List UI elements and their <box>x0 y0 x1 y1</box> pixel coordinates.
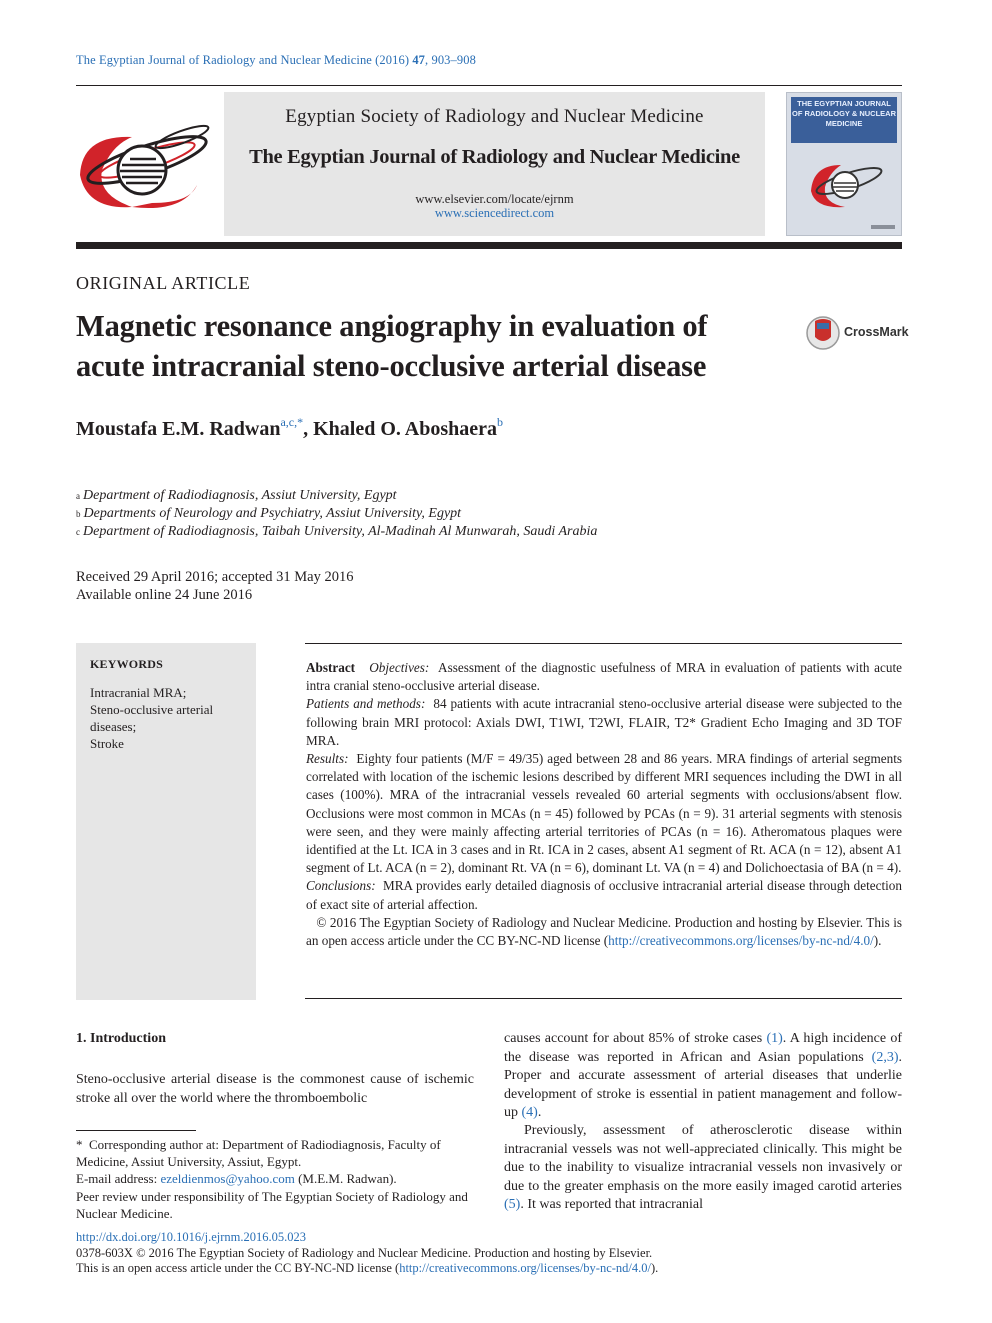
keyword-item: Steno-occlusive arterial <box>90 702 214 717</box>
keyword-item: Intracranial MRA; <box>90 685 187 700</box>
crossmark-icon <box>806 315 840 351</box>
affiliation-c <box>76 523 597 541</box>
conclusions-text: MRA provides early detailed diagnosis of occlusive intracranial arterial disease through detection of exact site of arterial affection. <box>306 878 902 912</box>
intro-text: causes account for about 85% of stroke cases <box>504 1031 767 1046</box>
conclusions-label: Conclusions: <box>306 878 376 894</box>
abstract-copyright <box>306 914 902 950</box>
affiliation-b-sup: b <box>76 509 81 519</box>
affiliation-b-text: Departments of Neurology and Psychiatry, Assiut University, Egypt <box>83 506 462 521</box>
intro-paragraph-3 <box>504 1122 902 1215</box>
intro-text: Previously, assessment of atherosclerotic disease within intracranial vessels was not well-appreciated clinically. This might be due to the inability to visualize intracranial vessels non invasively or due to the greater emphasis on the more easily imaged carotid arteries <box>504 1123 902 1194</box>
abstract-label: Abstract <box>306 660 356 675</box>
citation-link[interactable]: (1) <box>766 1031 783 1046</box>
author-1-affil[interactable]: a,c,* <box>280 415 304 429</box>
abstract <box>306 659 902 950</box>
cover-title: THE EGYPTIAN JOURNAL OF RADIOLOGY & NUCLEAR MEDICINE <box>791 97 897 143</box>
abstract-bottom-rule <box>305 998 902 999</box>
abstract-top-rule <box>305 643 902 644</box>
corresponding-text: Corresponding author at: Department of Radiodiagnosis, Faculty of Medicine, Assiut University, Assiut, Egypt. <box>76 1137 441 1169</box>
article-type: ORIGINAL ARTICLE <box>76 273 251 293</box>
author-2: , Khaled O. Aboshaera <box>303 418 498 440</box>
results-label: Results: <box>306 751 349 767</box>
email-link[interactable]: ezeldienmos@yahoo.com <box>160 1171 295 1186</box>
cover-footer-mark <box>871 225 895 229</box>
email-label: E-mail address: <box>76 1171 161 1186</box>
license-suffix: ). <box>650 1261 659 1275</box>
journal-cover <box>786 92 902 236</box>
section-heading-introduction: 1. Introduction <box>76 1031 166 1046</box>
running-head-volume: 47 <box>412 53 426 67</box>
received-date: Received 29 April 2016; accepted 31 May 2016 <box>76 569 354 585</box>
affiliation-c-sup: c <box>76 527 80 537</box>
keyword-item: diseases; <box>90 719 137 734</box>
running-head[interactable] <box>76 53 476 68</box>
objectives-label: Objectives: <box>369 660 430 675</box>
citation-link[interactable]: (2,3) <box>871 1049 899 1065</box>
abstract-license-link[interactable]: http://creativecommons.org/licenses/by-nc-nd/4.0/ <box>608 933 874 949</box>
affiliation-b <box>76 505 461 523</box>
objectives-text: Assessment of the diagnostic usefulness of MRA in evaluation of patients with acute intra cranial steno-occlusive arterial disease. <box>306 660 903 694</box>
footer-license-link[interactable]: http://creativecommons.org/licenses/by-nc-nd/4.0/ <box>399 1261 651 1275</box>
abstract-methods <box>306 695 902 750</box>
abstract-results <box>306 750 902 877</box>
email-note <box>76 1170 474 1187</box>
running-head-journal: The Egyptian Journal of Radiology and Nuclear Medicine (2016) <box>76 53 410 67</box>
elsevier-url[interactable]: www.elsevier.com/locate/ejrnm <box>415 192 574 206</box>
methods-text: 84 patients with acute intracranial steno-occlusive arterial disease were subjected to the following brain MRI protocol: Axials DWI, T1WI, T2WI, FLAIR, T2* Gradient Echo Imaging and 3D TOF MRA. <box>306 696 903 748</box>
keywords-title: KEYWORDS <box>90 657 163 671</box>
peer-review-note: Peer review under responsibility of The Egyptian Society of Radiology and Nuclear Medicine. <box>76 1189 468 1221</box>
author-list <box>76 415 504 441</box>
sciencedirect-link[interactable]: www.sciencedirect.com <box>434 206 555 220</box>
abstract-conclusions <box>306 877 902 913</box>
results-text: Eighty four patients (M/F = 49/35) aged between 28 and 86 years. MRA findings of arterial segments correlated with location of the ischemic lesions described by different MRI sequences including the DWI in all cases (100%). MRA of the intracranial vessels revealed 60 arterial segments with occlusions/absent flow. Occlusions were most common in MCAs (n = 45) followed by PCAs (n = 9). 31 arterial segments with stenosis were seen, and they were mainly affecting arterial territories of PCAs (n = 16). Atheromatous plaques were identified at the Lt. ICA in 3 cases and in Rt. ICA in 2 cases, absent A1 segment of Rt. ACA (n = 12), absent A1 segment of Lt. ACA (n = 2), dominant Rt. VA (n = 6), dominant Lt. VA (n = 4) and Dolichoectasia of BA (n = 4). <box>306 751 903 876</box>
title-line-2: acute intracranial steno-occlusive arterial disease <box>76 349 707 383</box>
cover-logo-icon <box>801 151 887 211</box>
methods-label: Patients and methods: <box>306 696 426 712</box>
journal-masthead <box>224 92 765 236</box>
doi-link[interactable]: http://dx.doi.org/10.1016/j.ejrnm.2016.05.023 <box>76 1230 306 1244</box>
footnote-asterisk: * <box>76 1137 89 1152</box>
journal-title: The Egyptian Journal of Radiology and Nuclear Medicine <box>249 146 740 168</box>
masthead-rule <box>76 242 902 249</box>
corresponding-author-note <box>76 1136 474 1170</box>
author-1: Moustafa E.M. Radwan <box>76 418 281 440</box>
citation-link[interactable]: (4) <box>521 1105 538 1120</box>
issn-line: 0378-603X © 2016 The Egyptian Society of Radiology and Nuclear Medicine. Production and hosting by Elsevier. <box>76 1246 653 1260</box>
affiliation-a-text: Department of Radiodiagnosis, Assiut University, Egypt <box>83 488 397 503</box>
citation-link[interactable]: (5) <box>504 1197 521 1212</box>
title-line-1: Magnetic resonance angiography in evaluation of <box>76 309 708 343</box>
intro-text: . Proper and accurate assessment of arterial diseases that underlie development of stroke is essential in patient management and follow-up <box>504 1049 902 1120</box>
email-name: (M.E.M. Radwan). <box>294 1171 397 1186</box>
society-logo-icon <box>72 115 222 215</box>
license-prefix: This is an open access article under the CC BY-NC-ND license ( <box>76 1261 400 1275</box>
affiliation-c-text: Department of Radiodiagnosis, Taibah University, Al-Madinah Al Munwarah, Saudi Arabia <box>83 524 598 539</box>
online-date: Available online 24 June 2016 <box>76 587 253 603</box>
intro-text: . A high incidence of the disease was reported in African and Asian populations <box>504 1031 902 1065</box>
intro-text: . It was reported that intracranial <box>520 1197 704 1212</box>
crossmark-button[interactable] <box>806 315 909 351</box>
keywords-box <box>76 643 256 1000</box>
abstract-objectives <box>306 659 902 695</box>
keyword-item: Stroke <box>90 736 124 751</box>
running-head-pages: , 903–908 <box>425 53 476 67</box>
intro-paragraph-2 <box>504 1030 902 1123</box>
copyright-close: ). <box>873 933 882 949</box>
intro-text: . <box>537 1105 542 1120</box>
affiliation-a-sup: a <box>76 491 80 501</box>
author-2-affil[interactable]: b <box>497 415 504 429</box>
article-title <box>76 306 776 386</box>
copyright-text: © 2016 The Egyptian Society of Radiology and Nuclear Medicine. Production and hosting by Elsevier. This is an open access article under the CC BY-NC-ND license ( <box>306 914 902 949</box>
license-line <box>76 1260 658 1276</box>
top-rule <box>76 85 902 86</box>
intro-paragraph-1: Steno-occlusive arterial disease is the commonest cause of ischemic stroke all over the world where the thromboembolic <box>76 1072 474 1106</box>
affiliation-a <box>76 487 397 505</box>
footnote-rule <box>76 1130 196 1131</box>
crossmark-label: CrossMark <box>844 325 909 339</box>
society-name: Egyptian Society of Radiology and Nuclear Medicine <box>285 106 704 127</box>
